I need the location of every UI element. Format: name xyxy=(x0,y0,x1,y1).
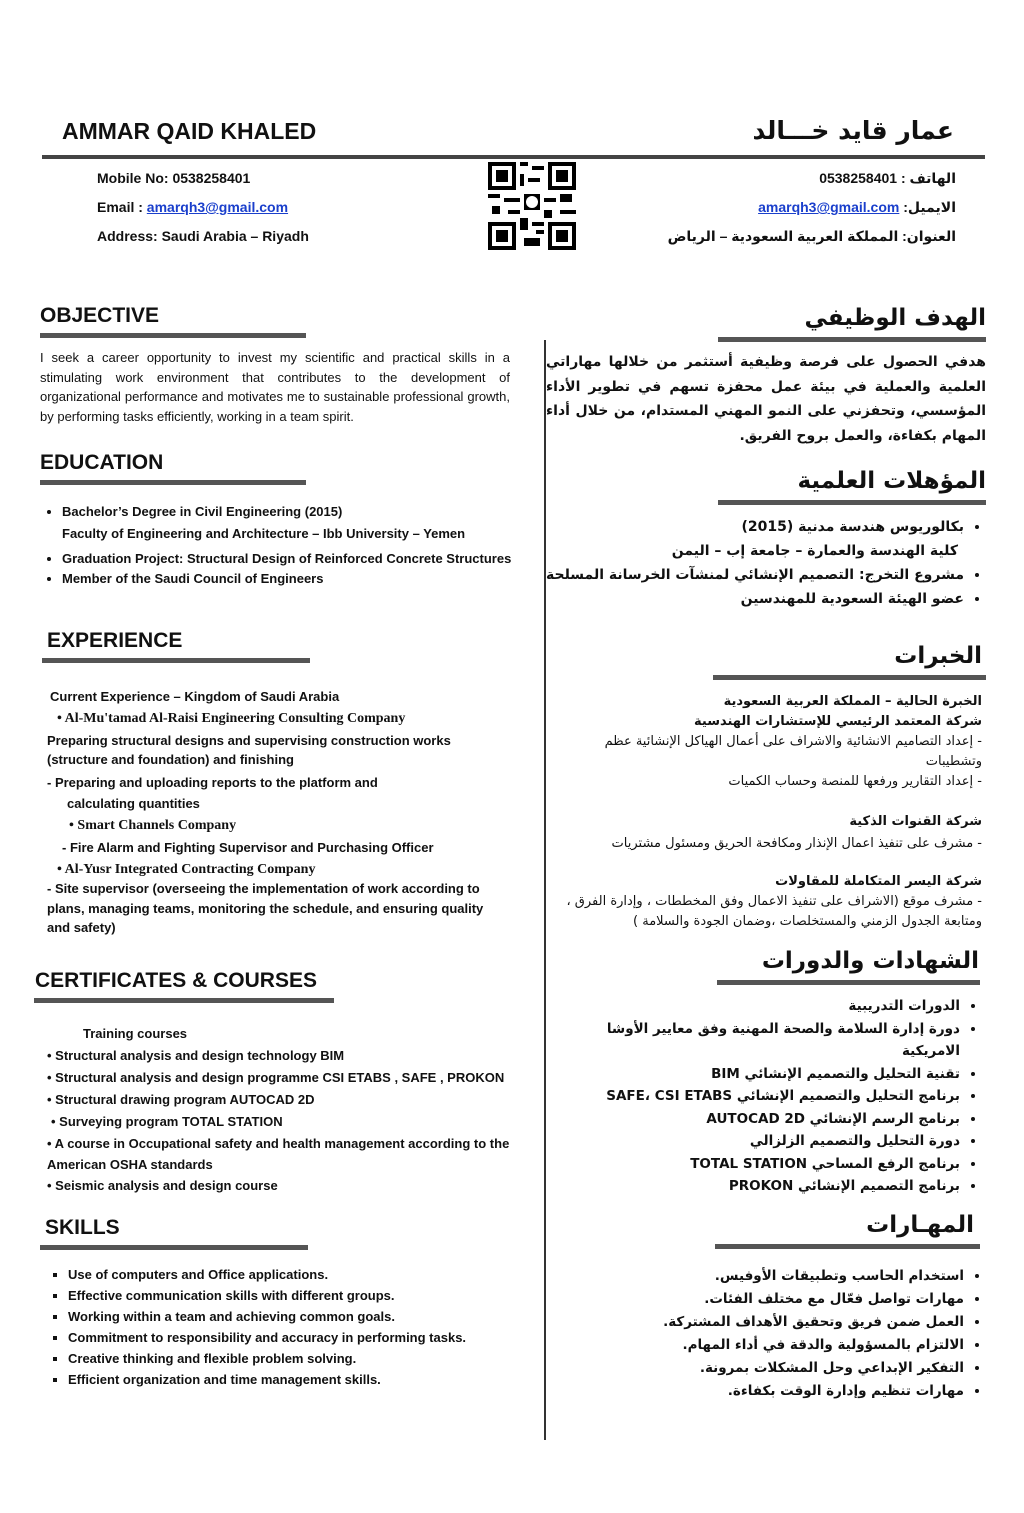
skill-item-ar: • مهارات تواصل فعّال مع مختلف الفئات. xyxy=(546,1288,964,1311)
skill-item: ▪ Commitment to responsibility and accuracy in performing tasks. xyxy=(68,1327,525,1348)
skill-item-ar: • مهارات تنظيم وإدارة الوقت بكفاءة. xyxy=(546,1380,964,1403)
skill-item-ar: • التفكير الإبداعي وحل المشكلات بمرونة. xyxy=(546,1357,964,1380)
education-item: • Bachelor’s Degree in Civil Engineering (2015) xyxy=(62,501,525,523)
education-list-ar xyxy=(546,515,986,611)
address-ar: العنوان: المملكة العربية السعودية – الرياض xyxy=(667,228,956,244)
certificates-heading: CERTIFICATES & COURSES xyxy=(35,968,317,992)
experience-heading-ar: الخبرات xyxy=(894,643,982,669)
experience-list-ar xyxy=(546,692,982,932)
certificate-item: • Structural analysis and design programme CSI ETABS , SAFE , PROKON xyxy=(47,1069,505,1085)
skills-list xyxy=(46,1264,525,1390)
certificates-list-ar xyxy=(546,995,982,1198)
certificate-item: Training courses xyxy=(83,1025,188,1041)
education-item: • Member of the Saudi Council of Engineers xyxy=(62,568,525,590)
experience-line-ar: - إعداد التصاميم الانشائية والاشراف على أعمال الهياكل الإنشائية عظم وتشطيبات xyxy=(604,734,982,769)
education-item-ar: كلية الهندسة والعمارة – جامعة إب – اليمن xyxy=(671,543,958,559)
skills-heading: SKILLS xyxy=(45,1215,120,1239)
name-english: AMMAR QAID KHALED xyxy=(62,118,317,144)
header-divider xyxy=(42,155,985,159)
skills-list-ar xyxy=(546,1265,986,1403)
email-label-ar: الايميل: xyxy=(903,199,956,215)
heading-underline xyxy=(718,500,986,505)
mobile-number: 0538258401 xyxy=(172,170,251,186)
experience-line: Preparing structural designs and supervising construction works (structure and foundation) and finishing xyxy=(47,732,451,767)
mobile-label: Mobile No: xyxy=(97,170,169,186)
certificates-list xyxy=(47,1023,527,1197)
certificate-item: • Seismic analysis and design course xyxy=(47,1177,278,1193)
email-link-ar[interactable]: amarqh3@gmail.com xyxy=(758,199,900,215)
experience-heading: EXPERIENCE xyxy=(47,629,183,652)
mobile-number-ar: 0538258401 xyxy=(819,170,898,186)
experience-line-ar: - مشرف على تنفيذ اعمال الإنذار ومكافحة الحريق ومسئول مشتريات xyxy=(611,836,982,851)
skill-item: ▪ Efficient organization and time management skills. xyxy=(68,1369,525,1390)
company-name-ar: شركة اليسر المتكاملة للمقاولات xyxy=(775,874,982,889)
certificate-item-ar: • برنامج التصميم الإنشائي PROKON xyxy=(546,1175,960,1198)
skill-item-ar: • الالتزام بالمسؤولية والدقة في أداء المهام. xyxy=(546,1334,964,1357)
education-item-ar: • بكالوريوس هندسة مدنية (2015) xyxy=(546,515,964,539)
objective-heading: OBJECTIVE xyxy=(40,304,160,327)
heading-underline xyxy=(40,333,306,338)
heading-underline xyxy=(718,337,986,342)
skills-heading-ar: المهـارات xyxy=(866,1211,974,1238)
certificate-item-ar: • دورة التحليل والتصميم الزلزالي xyxy=(546,1130,960,1153)
experience-line-ar: - إعداد التقارير ورفعها للمنصة وحساب الكميات xyxy=(728,774,982,789)
certificate-item: • Surveying program TOTAL STATION xyxy=(51,1113,283,1129)
education-item-ar: • عضو الهيئة السعودية للمهندسين xyxy=(546,587,964,611)
qr-code-icon xyxy=(488,162,576,250)
skill-item: ▪ Use of computers and Office applications. xyxy=(68,1264,525,1285)
experience-line-ar: الخبرة الحالية – المملكة العربية السعودية xyxy=(723,694,982,709)
experience-line: - Preparing and uploading reports to the platform and xyxy=(47,774,378,790)
heading-underline xyxy=(42,658,310,663)
skill-item: ▪ Working within a team and achieving common goals. xyxy=(68,1306,525,1327)
heading-underline xyxy=(34,998,334,1003)
skill-item: ▪ Creative thinking and flexible problem solving. xyxy=(68,1348,525,1369)
contact-english xyxy=(97,164,309,251)
company-name-ar: شركة المعتمد الرئيسي للإستشارات الهندسية xyxy=(694,714,982,729)
certificates-heading-ar: الشهادات والدورات xyxy=(761,948,979,974)
education-heading: EDUCATION xyxy=(40,451,164,474)
skill-item-ar: • العمل ضمن فريق وتحقيق الأهداف المشتركة. xyxy=(546,1311,964,1334)
objective-text: I seek a career opportunity to invest my scientific and practical skills in a stimulating work environment that contributes to the development of organizational performance and motivates me to sustainable professional growth, by performing tasks efficiently, working in a team spirit. xyxy=(40,350,510,424)
certificate-item-ar: • برنامج التحليل والتصميم الإنشائي SAFE، CSI ETABS xyxy=(546,1085,960,1108)
experience-line: calculating quantities xyxy=(67,796,200,811)
mobile-label-ar: الهاتف : xyxy=(900,170,956,186)
education-heading-ar: المؤهلات العلمية xyxy=(797,468,986,494)
company-name: • Al-Mu'tamad Al-Raisi Engineering Consulting Company xyxy=(57,710,406,726)
email-link[interactable]: amarqh3@gmail.com xyxy=(146,199,289,215)
certificate-item-ar: • برنامج الرفع المساحي TOTAL STATION xyxy=(546,1153,960,1176)
heading-underline xyxy=(713,675,986,680)
certificate-item-ar: • دورة إدارة السلامة والصحة المهنية وفق معايير الأوشا الامريكية xyxy=(546,1018,960,1063)
certificate-item: • A course in Occupational safety and health management according to the American OSHA standards xyxy=(47,1135,510,1172)
address: Address: Saudi Arabia – Riyadh xyxy=(97,228,309,244)
certificate-item: • Structural drawing program AUTOCAD 2D xyxy=(47,1091,315,1107)
experience-list xyxy=(47,687,497,938)
experience-line-ar: - مشرف موقع (الاشراف على تنفيذ الاعمال وفق المخططات ، وإدارة الفرق ، ومتابعة الجدول الزمني والمستخلصات ،وضمان الجودة والسلامة ) xyxy=(566,894,982,929)
education-list xyxy=(40,501,525,590)
skill-item: ▪ Effective communication skills with different groups. xyxy=(68,1285,525,1306)
heading-underline xyxy=(40,1245,308,1250)
education-item-ar: • مشروع التخرج: التصميم الإنشائي لمنشآت الخرسانة المسلحة xyxy=(546,563,964,587)
objective-text-ar: هدفي الحصول على فرصة وظيفية أستثمر من خلالها مهاراتي العلمية والعملية في بيئة عمل محفزة تسهم في تطوير الأداء المؤسسي، وتحفزني على النمو المهني المستدام، من خلال أداء المهام بكفاءة، والعمل بروح الفريق. xyxy=(546,354,986,444)
education-item: • Graduation Project: Structural Design of Reinforced Concrete Structures xyxy=(62,549,525,568)
heading-underline xyxy=(40,480,306,485)
right-column xyxy=(546,303,986,1403)
email-label: Email : xyxy=(97,199,143,215)
experience-line: Current Experience – Kingdom of Saudi Arabia xyxy=(50,689,340,704)
certificate-item-ar: • برنامج الرسم الإنشائي AUTOCAD 2D xyxy=(546,1108,960,1131)
certificate-item: • Structural analysis and design technology BIM xyxy=(47,1047,345,1063)
certificate-item-ar: • تقنية التحليل والتصميم الإنشائي BIM xyxy=(546,1063,960,1086)
experience-line: - Fire Alarm and Fighting Supervisor and Purchasing Officer xyxy=(62,839,434,855)
company-name: • Smart Channels Company xyxy=(69,818,237,833)
experience-line: - Site supervisor (overseeing the implementation of work according to plans, managing teams, monitoring the schedule, and ensuring quality and safety) xyxy=(47,881,484,935)
heading-underline xyxy=(717,980,980,985)
objective-heading-ar: الهدف الوظيفي xyxy=(804,305,986,331)
education-item: Faculty of Engineering and Architecture – Ibb University – Yemen xyxy=(62,526,466,541)
name-arabic: عمار قايد خـــالد xyxy=(752,116,954,145)
skill-item-ar: • استخدام الحاسب وتطبيقات الأوفيس. xyxy=(546,1265,964,1288)
left-column xyxy=(35,303,525,1390)
company-name-ar: شركة القنوات الذكية xyxy=(849,814,982,829)
contact-arabic xyxy=(668,164,956,251)
heading-underline xyxy=(715,1244,980,1249)
certificate-item-ar: • الدورات التدريبية xyxy=(546,995,960,1018)
company-name: • Al-Yusr Integrated Contracting Company xyxy=(57,861,316,877)
